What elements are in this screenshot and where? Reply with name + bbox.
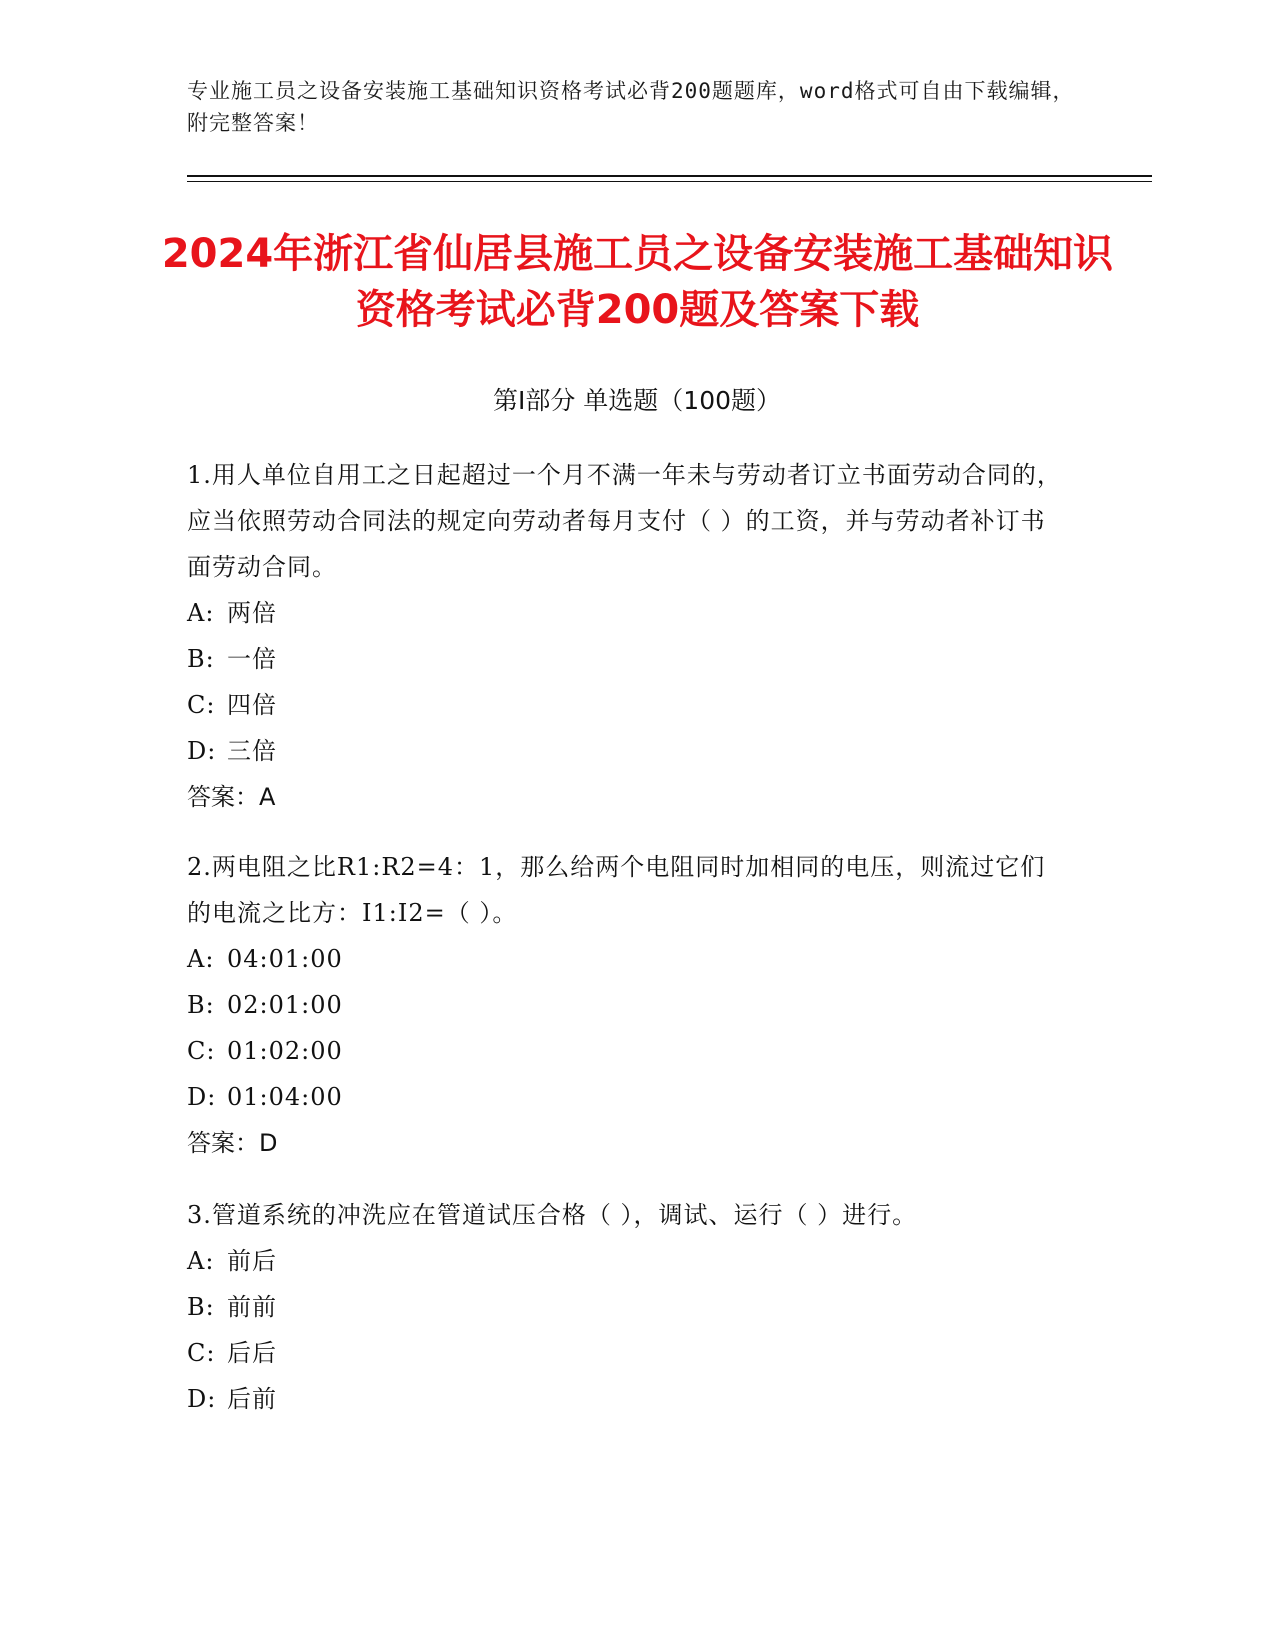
- option-text: 四倍: [227, 691, 277, 719]
- document-title: 2024年浙江省仙居县施工员之设备安装施工基础知识资格考试必背200题及答案下载: [161, 231, 1114, 333]
- option-a: [187, 936, 1067, 982]
- option-b: [187, 1284, 1067, 1330]
- option-letter: D:: [187, 1083, 217, 1111]
- question-text: 1.用人单位自用工之日起超过一个月不满一年未与劳动者订立书面劳动合同的，应当依照劳动合同法的规定向劳动者每月支付（ ）的工资，并与劳动者补订书面劳动合同。: [187, 461, 1062, 581]
- option-letter: A:: [187, 1247, 215, 1275]
- section-title: 第Ⅰ部分 单选题（100题）: [492, 386, 782, 415]
- question-text: 3.管道系统的冲洗应在管道试压合格（ ），调试、运行（ ）进行。: [187, 1201, 918, 1229]
- option-text: 后前: [227, 1385, 277, 1413]
- question-3: [187, 1192, 1067, 1422]
- option-letter: B:: [187, 645, 215, 673]
- option-letter: D:: [187, 737, 217, 765]
- option-letter: C:: [187, 1037, 216, 1065]
- option-letter: A:: [187, 945, 215, 973]
- answer-label: 答案：D: [187, 1129, 278, 1157]
- option-letter: D:: [187, 1385, 217, 1413]
- answer-label: 答案：A: [187, 783, 276, 811]
- option-letter: A:: [187, 599, 215, 627]
- option-b: [187, 982, 1067, 1028]
- header-divider-thick: [187, 175, 1152, 177]
- option-b: [187, 636, 1067, 682]
- option-d: [187, 1376, 1067, 1422]
- option-text: 两倍: [227, 599, 277, 627]
- option-letter: C:: [187, 691, 216, 719]
- option-c: [187, 1330, 1067, 1376]
- option-text: 前后: [227, 1247, 277, 1275]
- option-a: [187, 1238, 1067, 1284]
- option-text: 前前: [227, 1293, 277, 1321]
- option-text: 01:04:00: [227, 1083, 343, 1111]
- question-1: [187, 452, 1067, 820]
- option-text: 02:01:00: [227, 991, 343, 1019]
- question-text: 2.两电阻之比R1:R2=4：1，那么给两个电阻同时加相同的电压，则流过它们的电流之比方：I1:I2=（ ）。: [187, 853, 1046, 927]
- option-text: 04:01:00: [227, 945, 343, 973]
- option-a: [187, 590, 1067, 636]
- header-note: 专业施工员之设备安装施工基础知识资格考试必背200题题库，word格式可自由下载编辑，附完整答案！: [187, 79, 1075, 135]
- option-text: 01:02:00: [227, 1037, 343, 1065]
- question-2: [187, 844, 1067, 1166]
- option-c: [187, 1028, 1067, 1074]
- option-text: 一倍: [227, 645, 277, 673]
- header-divider-thin: [187, 181, 1152, 182]
- option-letter: B:: [187, 1293, 215, 1321]
- option-letter: B:: [187, 991, 215, 1019]
- option-c: [187, 682, 1067, 728]
- option-text: 后后: [227, 1339, 277, 1367]
- option-d: [187, 728, 1067, 774]
- option-letter: C:: [187, 1339, 216, 1367]
- option-d: [187, 1074, 1067, 1120]
- option-text: 三倍: [227, 737, 277, 765]
